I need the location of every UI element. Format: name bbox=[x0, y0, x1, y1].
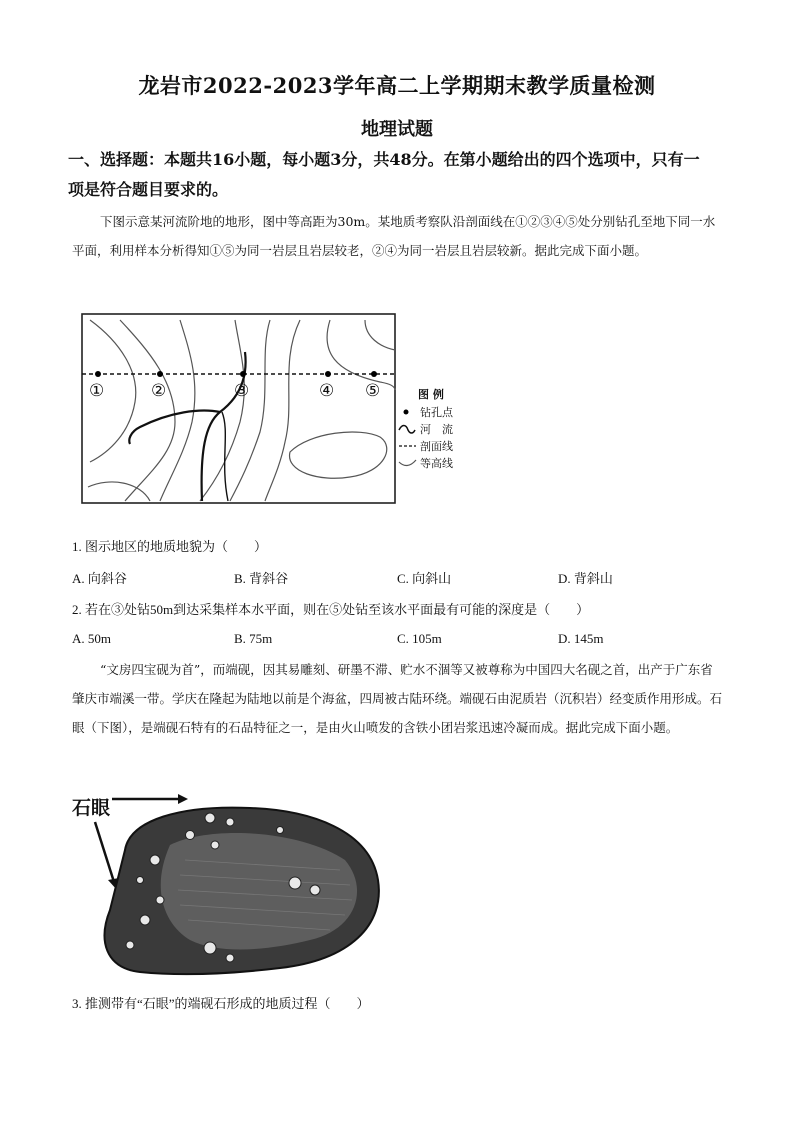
drill-point-3 bbox=[240, 371, 246, 377]
legend-contour: 等高线 bbox=[420, 457, 453, 470]
legend-river-icon bbox=[399, 426, 415, 434]
legend-drill-icon bbox=[404, 410, 409, 415]
question-2-stem: 2. 若在③处钻50m到达采集样本水平面，则在⑤处钻至该水平面最有可能的深度是（ ） bbox=[72, 602, 590, 617]
exam-subtitle: 地理试题 bbox=[361, 119, 433, 140]
inkstone-image bbox=[70, 790, 390, 980]
legend-profile: 剖面线 bbox=[420, 440, 453, 453]
drill-point-5 bbox=[371, 371, 377, 377]
drill-point-1 bbox=[95, 371, 101, 377]
arrow-2 bbox=[95, 822, 114, 882]
question-1-stem: 1. 图示地区的地质地貌为（ ） bbox=[72, 539, 268, 554]
arrow-1-head bbox=[178, 794, 188, 804]
point-label-2: ② bbox=[151, 381, 167, 401]
point-label-3: ③ bbox=[234, 381, 250, 401]
inkstone-figure bbox=[70, 790, 390, 984]
point-label-4: ④ bbox=[319, 381, 335, 401]
question-3-stem: 3. 推测带有“石眼”的端砚石形成的地质过程（ ） bbox=[72, 996, 370, 1011]
legend-river: 河 流 bbox=[420, 423, 453, 436]
contour-map-figure bbox=[80, 312, 480, 511]
stone-eye-label: 石眼 bbox=[72, 797, 111, 819]
q1-option-d[interactable]: D. 背斜山 bbox=[558, 571, 613, 586]
contour-map bbox=[80, 312, 480, 507]
section-heading-line2: 项是符合题目要求的。 bbox=[68, 180, 229, 199]
drill-point-2 bbox=[157, 371, 163, 377]
q2-option-d[interactable]: D. 145m bbox=[558, 631, 604, 646]
q1-option-a[interactable]: A. 向斜谷 bbox=[72, 571, 127, 586]
legend-contour-icon bbox=[399, 460, 416, 466]
section-heading bbox=[68, 145, 728, 205]
q2-option-a[interactable]: A. 50m bbox=[72, 631, 111, 646]
exam-title: 龙岩市2022-2023学年高二上学期期末教学质量检测 bbox=[138, 73, 656, 98]
map-legend bbox=[399, 387, 454, 470]
point-label-1: ① bbox=[89, 381, 105, 401]
point-label-5: ⑤ bbox=[365, 381, 381, 401]
passage-1: 下图示意某河流阶地的地形，图中等高距为30m。某地质考察队沿剖面线在①②③④⑤处分别钻孔至地下同一水平面，利用样本分析得知①⑤为同一岩层且岩层较老，②④为同一岩层且岩层较新。据此完成下面小题。 bbox=[72, 214, 716, 258]
q2-option-c[interactable]: C. 105m bbox=[397, 631, 442, 646]
passage-2: “文房四宝砚为首”，而端砚，因其易雕刻、研墨不滞、贮水不涸等又被尊称为中国四大名砚之首，出产于广东省肇庆市端溪一带。学庆在隆起为陆地以前是个海盆，四周被古陆环绕。端砚石由泥质岩（沉积岩）经变质作用形成。石眼（下图），是端砚石特有的石品特征之一，是由火山喷发的含铁小团岩浆迅速冷凝而成。据此完成下面小题。 bbox=[72, 662, 723, 735]
q1-option-b[interactable]: B. 背斜谷 bbox=[234, 571, 289, 586]
q2-option-b[interactable]: B. 75m bbox=[234, 631, 273, 646]
legend-title: 图 例 bbox=[418, 388, 444, 401]
legend-drill: 钻孔点 bbox=[420, 406, 453, 419]
q1-option-c[interactable]: C. 向斜山 bbox=[397, 571, 452, 586]
section-heading-line1: 一、选择题：本题共16小题，每小题3分，共48分。在第小题给出的四个选项中，只有一 bbox=[68, 150, 700, 169]
drill-point-4 bbox=[325, 371, 331, 377]
